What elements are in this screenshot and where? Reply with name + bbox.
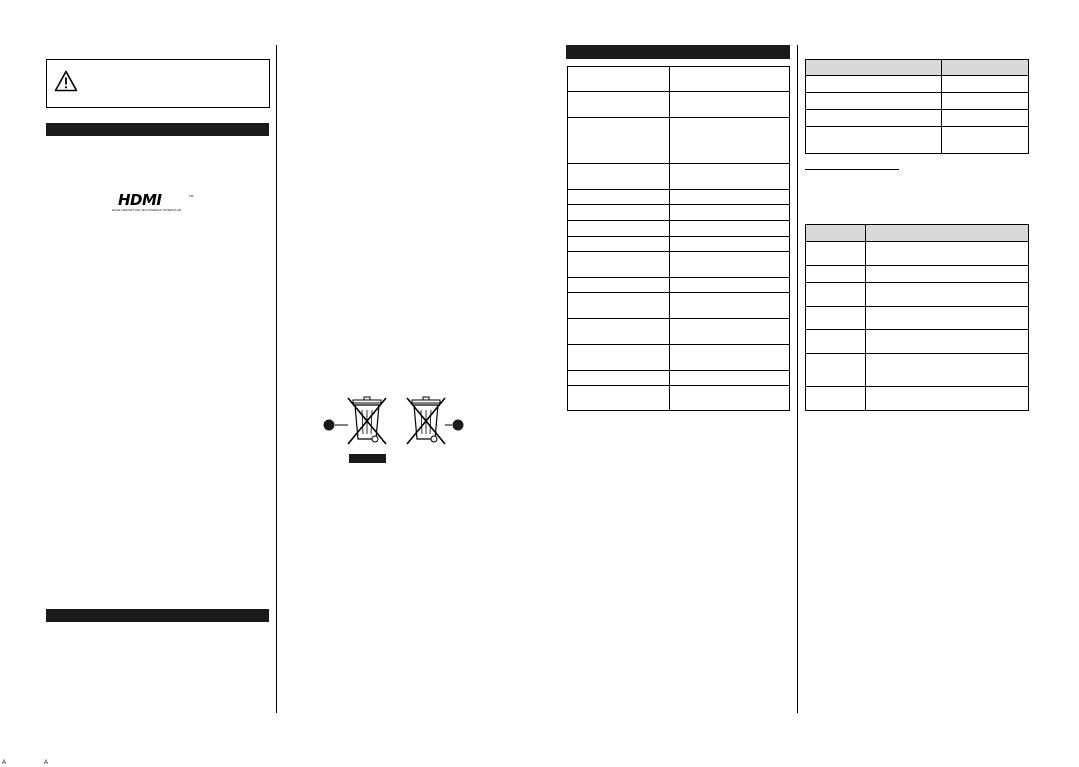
column-divider-right — [797, 45, 798, 713]
edge-mark: A — [44, 760, 49, 766]
table-row — [806, 76, 1029, 93]
section-header-bar — [46, 609, 269, 622]
table-row — [806, 266, 1029, 283]
table-row — [568, 118, 790, 164]
table-row — [568, 92, 790, 118]
table-row — [806, 242, 1029, 266]
underlined-note-rule — [805, 169, 899, 170]
table-row — [806, 127, 1029, 154]
table-row — [568, 371, 790, 386]
edge-mark: A — [2, 760, 7, 766]
table-header-row — [806, 225, 1029, 242]
table-row — [568, 67, 790, 92]
table-row — [568, 237, 790, 252]
crossed-out-wheelie-bin-icon — [407, 397, 464, 444]
table-header-row — [806, 60, 1029, 76]
upper-reference-table — [805, 59, 1029, 154]
lower-reference-table — [805, 224, 1029, 411]
hdmi-logo-trademark: TM — [189, 194, 194, 198]
table-row — [568, 205, 790, 221]
table-row — [806, 283, 1029, 307]
warning-box — [46, 59, 270, 108]
column-divider-left — [276, 45, 277, 713]
table-row — [568, 293, 790, 319]
table-row — [568, 278, 790, 293]
crossed-out-wheelie-bin-icon — [324, 397, 387, 463]
weee-disposal-symbols — [318, 396, 468, 466]
table-row — [806, 93, 1029, 110]
table-row — [806, 354, 1029, 387]
table-row — [806, 307, 1029, 330]
hdmi-logo-wordmark: HDMI — [118, 191, 162, 209]
table-row — [806, 330, 1029, 354]
table-row — [568, 164, 790, 190]
table-row — [568, 319, 790, 345]
section-header-bar — [46, 123, 269, 136]
table-row — [568, 345, 790, 371]
table-row — [568, 252, 790, 278]
warning-icon — [54, 70, 78, 92]
table-row — [568, 221, 790, 237]
table-row — [806, 387, 1029, 411]
hdmi-logo — [112, 192, 194, 216]
hdmi-logo-tagline: HIGH-DEFINITION MULTIMEDIA INTERFACE — [112, 208, 182, 212]
table-row — [568, 386, 790, 411]
specifications-table — [567, 66, 790, 411]
table-row — [806, 110, 1029, 127]
table-row — [568, 190, 790, 205]
section-header-bar — [566, 45, 790, 59]
